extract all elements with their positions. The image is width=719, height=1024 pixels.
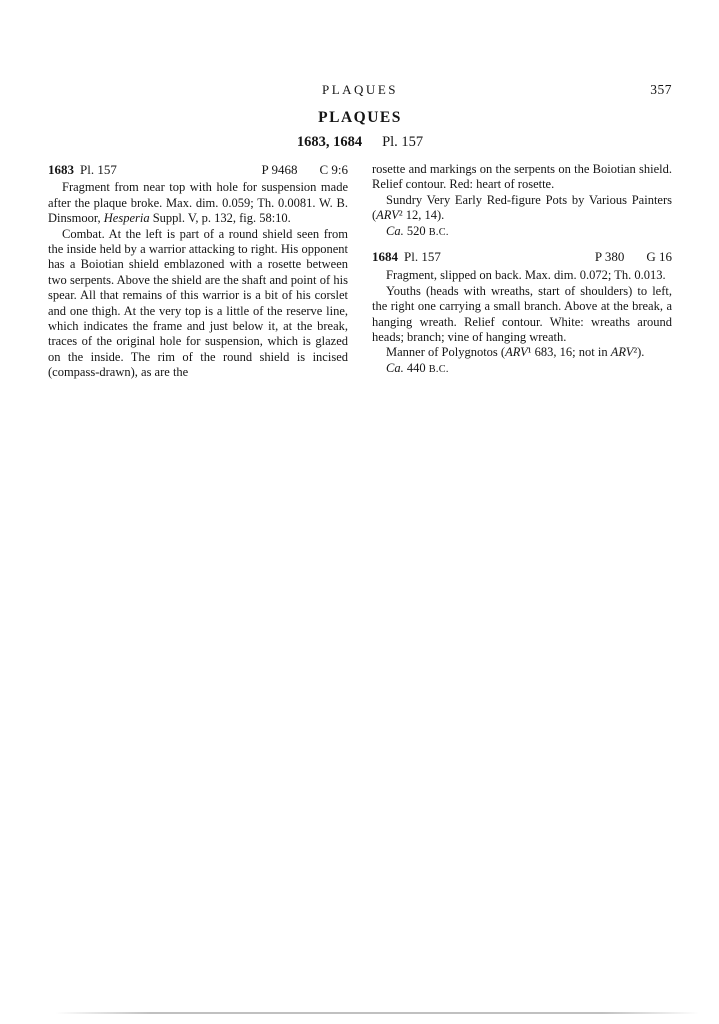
right-column: [372, 162, 672, 381]
entry-1683-plate: Pl. 157: [80, 162, 117, 177]
entry-1684-number: 1684: [372, 249, 398, 265]
entry-1684-description-paragraph: Fragment, slipped on back. Max. dim. 0.072; Th. 0.013.: [386, 268, 666, 283]
entry-1683-id: [48, 162, 117, 177]
running-title: PLAQUES: [321, 82, 398, 97]
entry-1684-plate: Pl. 157: [404, 249, 441, 265]
entry-1683-inventory: P 9468: [261, 162, 298, 177]
entry-1684-references: [595, 249, 672, 264]
entry-1684-grid: G 16: [646, 249, 672, 265]
entry-1684-scene-paragraph: Youths (heads with wreaths, start of shoulders) to left, the right one carrying a small branch. Above at the break, a hanging wreath. Relief contour. White: wreaths around heads; branch; vine of hanging wreath.: [372, 283, 672, 345]
subtitle-catalog-numbers: 1683, 1684: [296, 134, 363, 150]
entry-header-1683: [48, 162, 348, 177]
entry-1684-id: [372, 249, 441, 264]
running-header: [48, 82, 672, 98]
subtitle-plate-reference: Pl. 157: [382, 134, 424, 150]
entry-1684-attribution-paragraph: Manner of Polygnotos (ARV¹ 683, 16; not in ARV²).: [386, 345, 645, 360]
entry-1683-continuation-paragraph: rosette and markings on the serpents on the Boiotian shield. Relief contour. Red: heart of rosette.: [372, 162, 672, 192]
entry-1683-attribution-paragraph: Sundry Very Early Red-figure Pots by Various Painters (ARV² 12, 14).: [372, 192, 672, 223]
section-subtitle: [48, 134, 672, 152]
entry-1683-references: [261, 162, 348, 177]
page-number: 357: [650, 82, 672, 97]
entry-1683-date: Ca. 520 B.C.: [386, 223, 449, 238]
two-column-body: [48, 162, 672, 381]
entry-1684-inventory: P 380: [594, 249, 625, 265]
entry-header-1684: [372, 249, 672, 264]
entry-1684-date: Ca. 440 B.C.: [386, 360, 449, 375]
entry-1683-description-paragraph: Fragment from near top with hole for suspension made after the plaque broke. Max. dim. 0.059; Th. 0.0081. W. B. Dinsmoor, Hesperia Suppl. V, p. 132, fig. 58:10.: [48, 180, 348, 226]
section-title: PLAQUES: [318, 109, 402, 126]
left-column: [48, 162, 348, 381]
entry-1683-grid: C 9:6: [319, 162, 348, 177]
scan-artifact-line: [55, 1012, 699, 1014]
entry-1683-scene-paragraph: Combat. At the left is part of a round shield seen from the inside held by a warrior attacking to right. His opponent has a Boiotian shield emblazoned with a rosette between two serpents. Above the shield are the shaft and point of his spear. All that remains of this warrior is a bit of his corslet and one thigh. At the very top is a little of the reserve line, which indicates the frame and just below it, at the break, traces of the original hole for suspension, which is glazed on the inside. The rim of the round shield is incised (compass-drawn), as are the: [48, 226, 348, 380]
entry-1683-number: 1683: [48, 162, 74, 177]
